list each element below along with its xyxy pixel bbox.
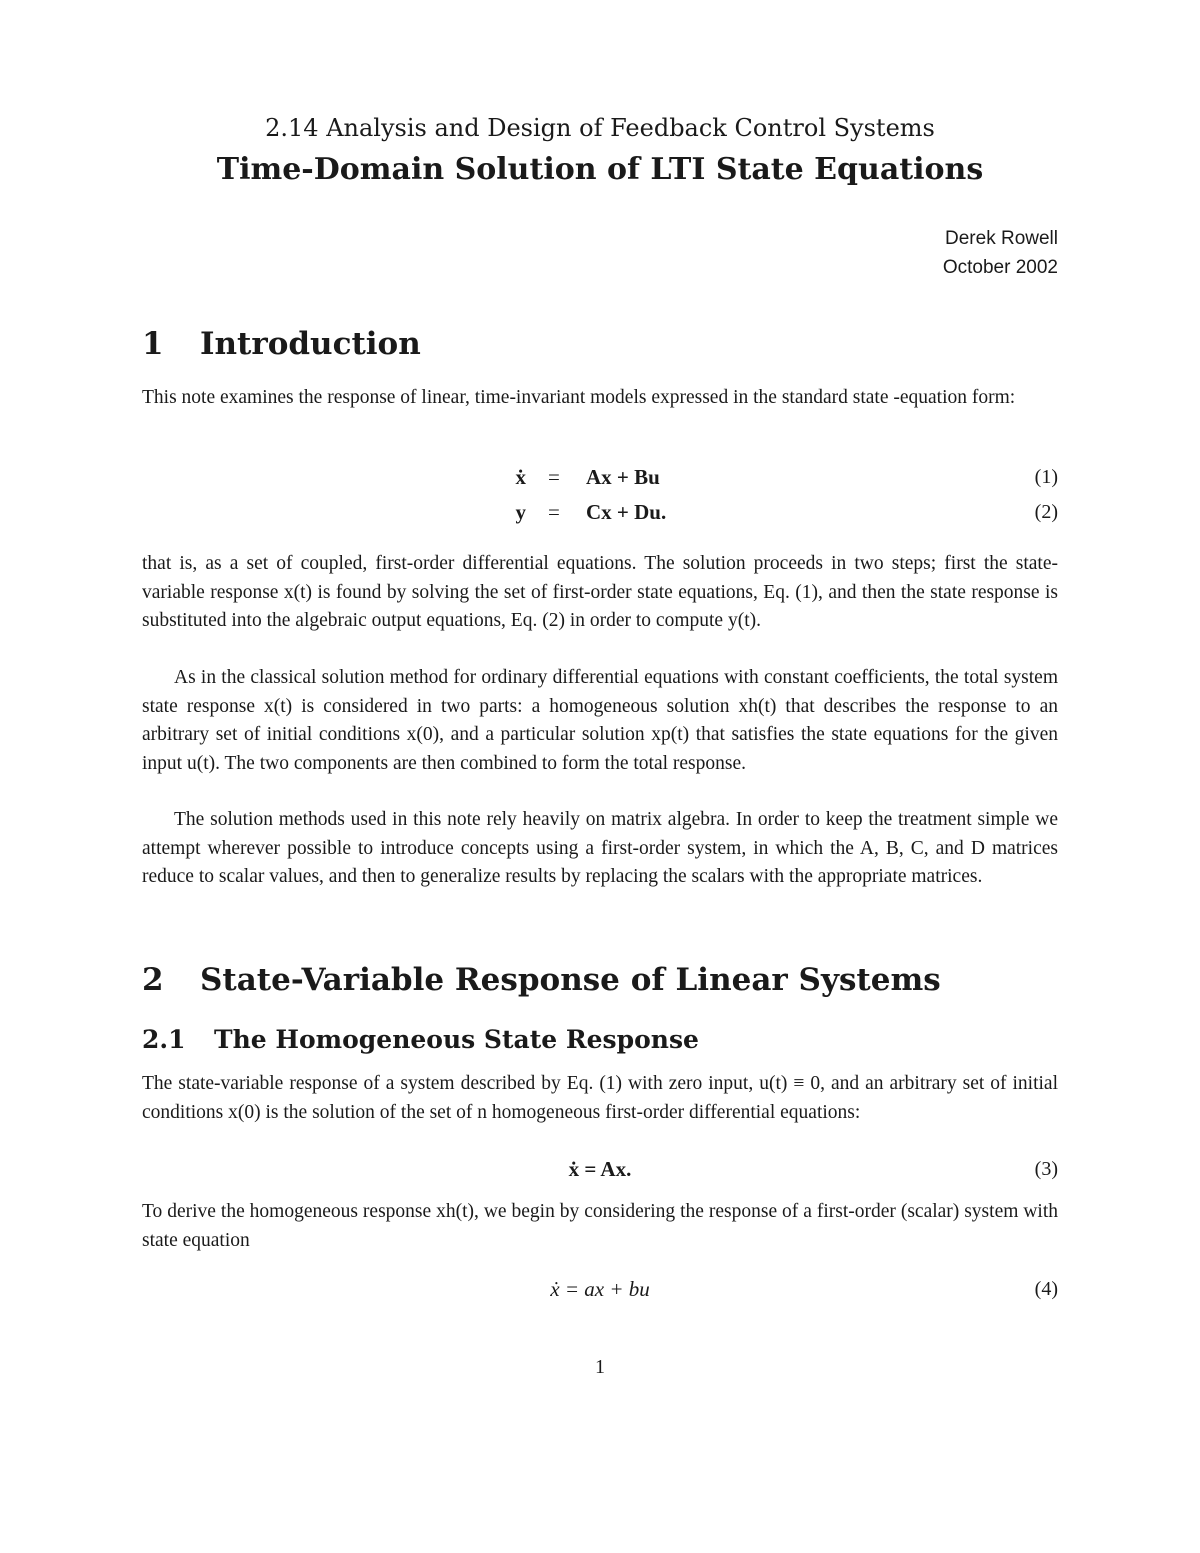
- equation-3-label: (3): [1034, 1158, 1058, 1180]
- section-number: 2: [142, 962, 164, 998]
- intro-paragraph: This note examines the response of linear, time-invariant models expressed in the standard state -equation form:: [142, 387, 1016, 408]
- paragraph-text: The solution methods used in this note rely heavily on matrix algebra. In order to keep the treatment simple we attempt wherever possible to introduce concepts using a first-order system, in which the A, B, C, and D matrices reduce to scalar values, and then to generalize results by replacing the scalars with the appropriate matrices.: [142, 809, 1058, 887]
- equation-rhs: Ax + Bu: [586, 465, 660, 489]
- section-1-heading: [142, 326, 421, 362]
- document-title: Time-Domain Solution of LTI State Equations: [216, 152, 984, 187]
- section-number: 1: [142, 326, 164, 362]
- subsection-2-1-heading: [142, 1025, 699, 1054]
- paragraph-classical-method: [142, 664, 1058, 778]
- subsection-number: 2.1: [142, 1025, 186, 1054]
- equation-1-label: (1): [1034, 466, 1058, 488]
- document-date: October 2002: [942, 257, 1058, 278]
- paragraph-homogeneous-response: The state-variable response of a system described by Eq. (1) with zero input, u(t) ≡ 0, and an arbitrary set of initial conditions x(0) is the solution of the set of n homogeneous first-order differential equations:: [142, 1073, 1058, 1123]
- equation-lhs: ẋ: [515, 465, 526, 489]
- equation-rhs: Cx + Du.: [586, 500, 667, 524]
- subsection-title: The Homogeneous State Response: [214, 1025, 699, 1054]
- equation-lhs: y: [515, 500, 526, 524]
- equation-3: ẋ = Ax.: [568, 1157, 632, 1181]
- page-number: 1: [595, 1356, 605, 1378]
- equation-sign: =: [548, 500, 560, 524]
- section-title: Introduction: [200, 326, 421, 362]
- paragraph-solution-steps: that is, as a set of coupled, first-order differential equations. The solution proceeds in two steps; first the state-variable response x(t) is found by solving the set of first-order state equations, Eq. (1), and then the state response is substituted into the algebraic output equations, Eq. (2) in order to compute y(t).: [142, 553, 1058, 631]
- paragraph-first-order-system: To derive the homogeneous response xh(t), we begin by considering the response of a first-order (scalar) system with state equation: [142, 1201, 1058, 1251]
- section-title: State-Variable Response of Linear Systems: [200, 962, 941, 998]
- author-name: Derek Rowell: [945, 228, 1058, 249]
- section-2-heading: [142, 962, 941, 998]
- equation-2-label: (2): [1034, 501, 1058, 523]
- equation-4-label: (4): [1034, 1278, 1058, 1300]
- course-title: 2.14 Analysis and Design of Feedback Control Systems: [265, 114, 935, 142]
- paragraph-text: As in the classical solution method for ordinary differential equations with constant coefficients, the total system state response x(t) is considered in two parts: a homogeneous solution xh(t) that describes the response to an arbitrary set of initial conditions x(0), and a particular solution xp(t) that satisfies the state equations for the given input u(t). The two components are then combined to form the total response.: [142, 667, 1058, 774]
- paragraph-matrix-algebra: [142, 806, 1058, 892]
- equation-4: ẋ = ax + bu: [550, 1277, 650, 1301]
- equation-sign: =: [548, 465, 560, 489]
- equation-2: [0, 500, 1200, 532]
- equation-1: [0, 465, 1200, 497]
